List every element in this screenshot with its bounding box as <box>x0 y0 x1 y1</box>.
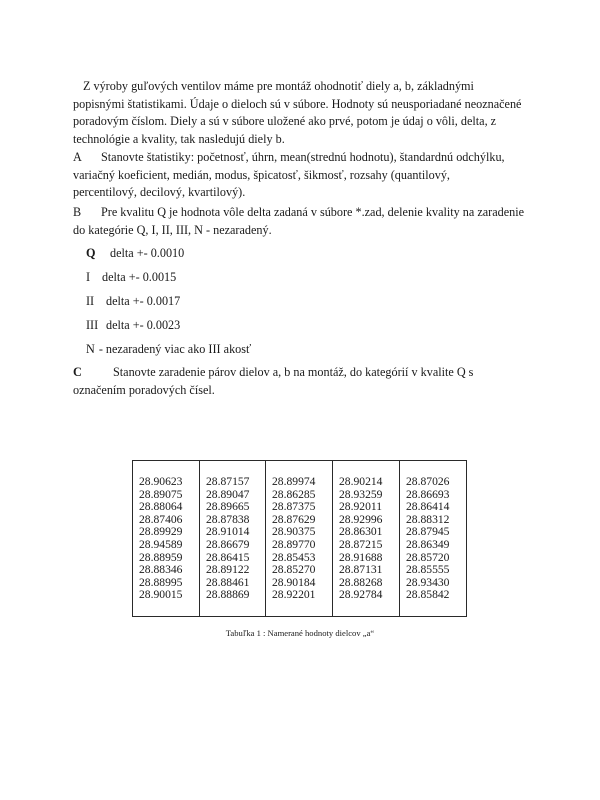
table-cell: 28.86349 <box>406 537 450 551</box>
category-text: delta +- 0.0017 <box>106 294 181 308</box>
table-cell: 28.89122 <box>206 563 250 577</box>
table-cell: 28.91014 <box>206 525 250 539</box>
task-b-label: B <box>73 205 82 219</box>
table-cell: 28.87157 <box>206 475 250 488</box>
table-cell: 28.89047 <box>206 487 250 501</box>
table-cell: 28.88959 <box>139 550 183 564</box>
table-cell: 28.87838 <box>206 512 250 526</box>
intro-paragraph <box>73 78 553 148</box>
table-column-2 <box>200 461 266 617</box>
table-cell: 28.86415 <box>206 550 250 564</box>
table-cell: 28.88461 <box>206 575 250 589</box>
table-cell: 28.88064 <box>139 500 183 514</box>
table-row <box>133 461 467 617</box>
task-c-line: Stanovte zaradenie párov dielov a, b na montáž, do kategórií v kvalite Q s <box>113 365 474 379</box>
table-cell: 28.89770 <box>272 537 316 551</box>
table-cell: 28.86693 <box>406 487 450 501</box>
table-cell: 28.90623 <box>139 475 183 488</box>
table-cell: 28.87131 <box>339 563 383 577</box>
table-cell: 28.92201 <box>272 588 316 602</box>
task-c-label: C <box>73 365 82 379</box>
task-b-line: do kategórie Q, I, II, III, N - nezaradený. <box>73 222 272 237</box>
table-column-3 <box>266 461 333 617</box>
category-i <box>86 269 176 285</box>
category-symbol: III <box>86 318 99 332</box>
table-cell: 28.93430 <box>406 575 450 589</box>
category-symbol: II <box>86 294 95 308</box>
table-cell: 28.87215 <box>339 537 383 551</box>
table-cell: 28.87406 <box>139 512 183 526</box>
task-c-line: označením poradových čísel. <box>73 382 215 397</box>
category-q <box>86 245 184 261</box>
table-cell: 28.87629 <box>272 512 316 526</box>
table-cell: 28.94589 <box>139 537 183 551</box>
category-symbol: N <box>86 342 95 356</box>
table-cell: 28.87026 <box>406 475 450 488</box>
task-a-line: Stanovte štatistiky: početnosť, úhrn, mean(strednú hodnotu), štandardnú odchýlku, <box>101 150 505 164</box>
task-b-paragraph <box>73 204 553 239</box>
category-text: delta +- 0.0015 <box>102 270 177 284</box>
table-cell: 28.92011 <box>339 500 383 514</box>
table-cell: 28.90184 <box>272 575 316 589</box>
table-column-4 <box>333 461 400 617</box>
category-n <box>86 341 251 357</box>
task-a-line: percentilový, decilový, kvartilový). <box>73 185 246 200</box>
table-cell: 28.92996 <box>339 512 383 526</box>
intro-line: Z výroby guľových ventilov máme pre montáž ohodnotiť diely a, b, základnými <box>83 79 474 93</box>
table-cell: 28.86301 <box>339 525 383 539</box>
table-cell: 28.88995 <box>139 575 183 589</box>
category-ii <box>86 293 180 309</box>
table-cell: 28.86679 <box>206 537 250 551</box>
table-cell: 28.87945 <box>406 525 450 539</box>
table-cell: 28.85453 <box>272 550 316 564</box>
table-cell: 28.88312 <box>406 512 450 526</box>
table-cell: 28.90015 <box>139 588 183 602</box>
category-symbol: Q <box>86 246 96 260</box>
category-text: delta +- 0.0023 <box>106 318 181 332</box>
table-cell: 28.88268 <box>339 575 383 589</box>
task-a-line: variačný koeficient, medián, modus, špicatosť, šikmosť, rozsahy (quantilový, <box>73 167 450 182</box>
intro-line: technológie a kvality, tak nasledujú diely b. <box>73 131 285 146</box>
table-cell: 28.88346 <box>139 563 183 577</box>
table-cell: 28.90375 <box>272 525 316 539</box>
table-cell: 28.90214 <box>339 475 383 488</box>
task-b-line: Pre kvalitu Q je hodnota vôle delta zadaná v súbore *.zad, delenie kvality na zaradenie <box>101 205 525 219</box>
table-column-5 <box>400 461 467 617</box>
table-cell: 28.85270 <box>272 563 316 577</box>
table-cell: 28.91688 <box>339 550 383 564</box>
category-iii <box>86 317 180 333</box>
table-cell: 28.85842 <box>406 588 450 602</box>
intro-line: poradovým číslom. Diely a sú v súbore uložené ako prvé, potom je údaj o vôli, delta, z <box>73 114 497 129</box>
table-caption: Tabuľka 1 : Namerané hodnoty dielcov „a“ <box>225 628 375 638</box>
category-symbol: I <box>86 270 91 284</box>
measurements-table <box>132 460 467 617</box>
table-cell: 28.89665 <box>206 500 250 514</box>
table-cell: 28.85720 <box>406 550 450 564</box>
table-cell: 28.92784 <box>339 588 383 602</box>
table-cell: 28.88869 <box>206 588 250 602</box>
table-cell: 28.86285 <box>272 487 316 501</box>
table-cell: 28.87375 <box>272 500 316 514</box>
table-cell: 28.89974 <box>272 475 316 488</box>
table-cell: 28.93259 <box>339 487 383 501</box>
table-cell: 28.86414 <box>406 500 450 514</box>
table-cell: 28.89075 <box>139 487 183 501</box>
task-a-paragraph <box>73 149 553 202</box>
table-cell: 28.85555 <box>406 563 450 577</box>
intro-line: popisnými štatistikami. Údaje o dieloch sú v súbore. Hodnoty sú neusporiadané neoznačené <box>73 96 522 111</box>
category-text: delta +- 0.0010 <box>110 246 185 260</box>
task-c-paragraph <box>73 364 553 399</box>
task-a-label: A <box>73 150 82 164</box>
table-cell: 28.89929 <box>139 525 183 539</box>
category-text: - nezaradený viac ako III akosť <box>98 342 252 356</box>
table-column-1 <box>133 461 200 617</box>
